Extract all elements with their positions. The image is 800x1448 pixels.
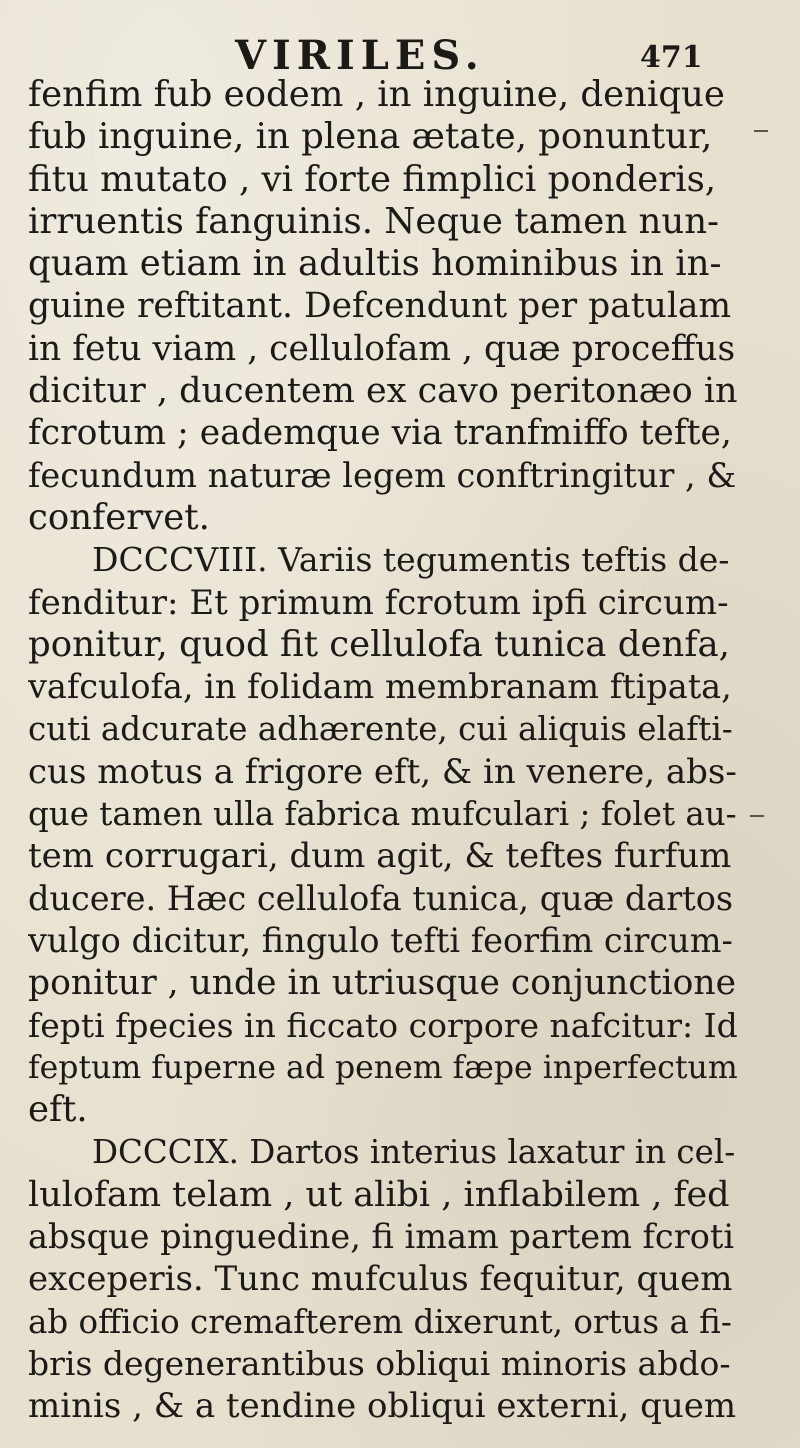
text-line: minis , & a tendine obliqui externi, quem — [28, 1386, 737, 1427]
text-line: confervet. — [28, 496, 210, 538]
text-line: bris degenerantibus obliqui minoris abdo- — [28, 1343, 731, 1383]
text-line: ponitur , unde in utriusque conjunctione — [28, 963, 737, 1004]
text-line: in fetu viam , cellulofam , quæ proceffus — [28, 328, 736, 369]
text-line: exceperis. Tunc mufculus fequitur, quem — [28, 1259, 733, 1300]
text-line: fitu mutato , vi forte fimplici ponderis, — [28, 158, 717, 200]
text-line: lulofam telam , ut alibi , inflabilem , fed — [28, 1174, 730, 1215]
margin-dash — [754, 130, 768, 132]
text-line: dicitur , ducentem ex cavo peritonæo in — [28, 371, 738, 412]
page-number: 471 — [640, 40, 703, 75]
text-line: que tamen ulla fabrica mufculari ; folet au- — [28, 795, 737, 834]
text-line: fepti fpecies in ficcato corpore nafcitur: Id — [28, 1005, 738, 1045]
text-line: cus motus a frigore eft, & in venere, abs- — [28, 751, 737, 792]
text-line: vafculofa, in folidam membranam ftipata, — [28, 667, 732, 707]
running-title: VIRILES. — [235, 32, 485, 79]
text-line: irruentis fanguinis. Neque tamen nun- — [28, 200, 720, 242]
text-line: fenditur: Et primum fcrotum ipfi circum- — [28, 582, 729, 623]
text-line: eft. — [28, 1089, 88, 1131]
text-line: vulgo dicitur, fingulo tefti feorfim circum- — [28, 920, 733, 960]
text-line: DCCCVIII. Variis tegumentis teftis de- — [92, 540, 730, 580]
text-line: quam etiam in adultis hominibus in in- — [28, 243, 722, 285]
text-line: feptum fuperne ad penem fæpe inperfectum — [28, 1049, 738, 1086]
text-line: fub inguine, in plena ætate, ponuntur, — [28, 116, 713, 158]
margin-dash — [750, 815, 764, 817]
margin-marks — [740, 0, 800, 1448]
text-line: fenfim fub eodem , in inguine, denique — [28, 74, 725, 115]
text-line: ponitur, quod fit cellulofa tunica denfa, — [28, 623, 730, 665]
text-line: ducere. Hæc cellulofa tunica, quæ dartos — [28, 878, 734, 918]
text-line: DCCCIX. Dartos interius laxatur in cel- — [92, 1133, 736, 1172]
text-line: cuti adcurate adhærente, cui aliquis elafti- — [28, 710, 733, 749]
text-line: ab officio cremafterem dixerunt, ortus a fi- — [28, 1302, 732, 1341]
body-text — [28, 74, 738, 1428]
text-line: fcrotum ; eademque via tranfmiffo tefte, — [28, 413, 732, 454]
text-line: guine reftitant. Defcendunt per patulam — [28, 286, 732, 327]
text-line: tem corrugari, dum agit, & teftes furfum — [28, 836, 732, 877]
text-line: absque pinguedine, fi imam partem fcroti — [28, 1217, 735, 1257]
page-header — [0, 34, 800, 78]
text-line: fecundum naturæ legem conftringitur , & — [28, 455, 737, 495]
